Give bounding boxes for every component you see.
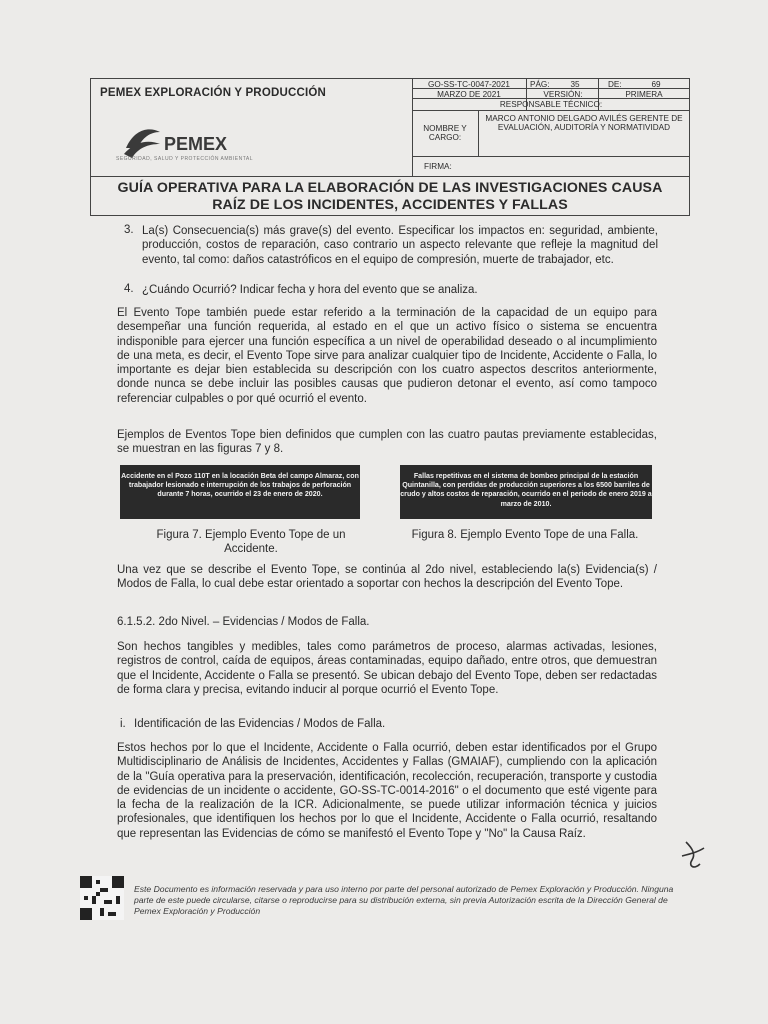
logo-wordmark: PEMEX	[164, 134, 228, 154]
sub-number: i.	[120, 718, 126, 730]
figure-7-box: Accidente en el Pozo 110T en la locación Beta del campo Almaraz, con trabajador lesionado e interrupción de los trabajos de perforación durante 7 horas, ocurrido el 23 de enero de 2020.	[120, 465, 360, 519]
confidentiality-footer: Este Documento es información reservada y para uso interno por parte del personal autorizado de Pemex Exploración y Producción. Ninguna parte de este puede circularse, citarse o reproducirse para su distribución externa, sin previa Autorización escrita de la Dirección General de Pemex Exploración y Producción	[134, 884, 674, 916]
logo-tagline: SEGURIDAD, SALUD Y PROTECCIÓN AMBIENTAL	[116, 156, 254, 162]
figure-8-caption: Figura 8. Ejemplo Evento Tope de una Falla.	[411, 529, 639, 541]
nombre-value: MARCO ANTONIO DELGADO AVILÉS GERENTE DE EVALUACIÓN, AUDITORÍA Y NORMATIVIDAD	[485, 114, 683, 132]
company-name: PEMEX EXPLORACIÓN Y PRODUCCIÓN	[100, 87, 327, 99]
responsable-label: RESPONSABLE TÉCNICO:	[499, 100, 603, 109]
page-number: 35	[570, 80, 580, 89]
version-label: VERSIÓN:	[543, 90, 583, 99]
of-label: DE:	[608, 80, 622, 89]
sub-heading: Identificación de las Evidencias / Modos de Falla.	[134, 718, 386, 730]
version-value: PRIMERA	[625, 90, 663, 99]
item-number: 4.	[124, 283, 134, 295]
title-line-1: GUÍA OPERATIVA PARA LA ELABORACIÓN DE LAS INVESTIGACIONES CAUSA	[117, 180, 663, 196]
divider	[412, 110, 690, 111]
item-number: 3.	[124, 224, 134, 236]
doc-code: GO-SS-TC-0047-2021	[428, 80, 510, 89]
list-item: ¿Cuándo Ocurrió? Indicar fecha y hora del evento que se analiza.	[142, 284, 478, 296]
title-line-2: RAÍZ DE LOS INCIDENTES, ACCIDENTES Y FALLAS	[212, 197, 568, 213]
paragraph: Una vez que se describe el Evento Tope, se continúa al 2do nivel, estableciendo la(s) Evidencia(s) / Modos de Falla, lo cual debe estar orientado a soportar con hechos la descripción del Evento Tope.	[117, 564, 657, 591]
qr-code-icon	[80, 876, 124, 920]
divider	[478, 110, 479, 156]
total-pages: 69	[651, 80, 661, 89]
list-item: La(s) Consecuencia(s) más grave(s) del evento. Especificar los impactos en: seguridad, ambiente, producción, costos de reparación, caso contrario un aspecto relevante que refleje la magnitud del evento, tal como: daños catastróficos en el equipo de compresión, muerte de trabajador, etc.	[142, 225, 658, 266]
paragraph: El Evento Tope también puede estar referido a la terminación de la capacidad de un equipo para desempeñar una función requerida, al estado en el que un activo físico o sistema se encuentra indisponible para ejercer una función específica a un nivel de operabilidad deseado o al incumplimiento de una meta, es decir, el Evento Tope sirve para analizar cualquier tipo de Incidente, Accidente o Falla, lo importante es dejar bien establecida su descripción con los cuatro aspectos descritos anteriormente, donde nunca se debe incluir las posibles causas que pudieron detonar el evento, así como tampoco referenciar culpables o por qué ocurrió el evento.	[117, 307, 657, 405]
divider	[412, 78, 413, 176]
figure-7-caption: Figura 7. Ejemplo Evento Tope de un Accidente.	[156, 529, 346, 555]
divider	[90, 176, 690, 177]
document-title	[92, 180, 688, 214]
paragraph: Estos hechos por lo que el Incidente, Accidente o Falla ocurrió, deben estar identificados por el Grupo Multidisciplinario de Análisis de Incidentes, Accidentes y Fallas (GMAIAF), cumpliendo con la aplicación de la "Guía operativa para la preservación, identificación, recolección, recuperación, transporte y custodia de evidencias de un incidente o accidente, GO-SS-TC-0014-2016" o el documento que esté vigente para la fecha de la realización de la ICR. Adicionalmente, se puede utilizar información técnica y juicios profesionales, que identifiquen los hechos por lo que el Incidente, Accidente o Falla ocurrió, resaltando que representan las Evidencias de cómo se manifestó el Evento Tope y "No" la Causa Raíz.	[117, 742, 657, 840]
doc-date: MARZO DE 2021	[437, 90, 501, 99]
section-heading: 6.1.5.2. 2do Nivel. – Evidencias / Modos de Falla.	[117, 616, 370, 628]
signature-mark	[678, 838, 708, 874]
figure-8-box: Fallas repetitivas en el sistema de bombeo principal de la estación Quintanilla, con perdidas de producción superiores a los 6500 barriles de crudo y altos costos de reparación, ocurrido en el periodo de enero 2019 a marzo de 2010.	[400, 465, 652, 519]
paragraph: Son hechos tangibles y medibles, tales como parámetros de proceso, alarmas activadas, lesiones, registros de control, caída de equipos, áreas contaminadas, equipo dañado, entre otros, que demuestran que el Incidente, Accidente o Falla se presentó. Se ubican debajo del Evento Tope, deben ser redactadas de forma clara y precisa, evitando inducir al porque ocurrió el Evento Tope.	[117, 641, 657, 696]
nombre-label: NOMBRE Y CARGO:	[423, 124, 467, 142]
paragraph: Ejemplos de Eventos Tope bien definidos que cumplen con las cuatro pautas previamente establecidas, se muestran en las figuras 7 y 8.	[117, 429, 657, 456]
firma-label: FIRMA:	[424, 162, 452, 171]
page-label: PÁG:	[530, 80, 550, 89]
divider	[412, 156, 690, 157]
